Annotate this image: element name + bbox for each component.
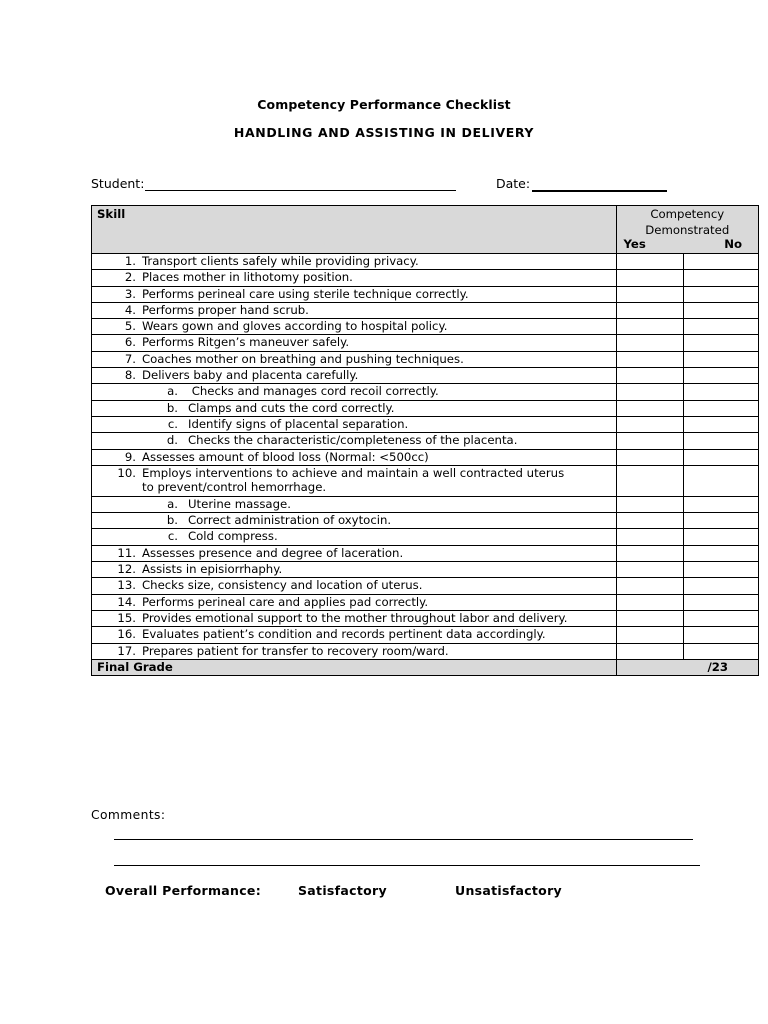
checklist-subitem-row: [92, 416, 759, 432]
no-checkbox-cell[interactable]: [684, 270, 759, 286]
yes-checkbox-cell[interactable]: [616, 351, 684, 367]
item-text: Places mother in lithotomy position.: [142, 270, 353, 285]
date-label: Date:: [496, 176, 531, 191]
checklist-item-row: [92, 286, 759, 302]
yes-checkbox-cell[interactable]: [616, 270, 684, 286]
no-checkbox-cell[interactable]: [684, 319, 759, 335]
item-number: 6.: [124, 335, 136, 350]
no-checkbox-cell[interactable]: [684, 400, 759, 416]
yes-checkbox-cell[interactable]: [616, 513, 684, 529]
skill-cell: [92, 465, 617, 496]
no-checkbox-cell[interactable]: [684, 545, 759, 561]
yes-checkbox-cell[interactable]: [616, 449, 684, 465]
item-number: c.: [167, 416, 178, 431]
yes-column-label: Yes: [623, 237, 646, 251]
skill-cell: [92, 286, 617, 302]
item-number: a.: [167, 384, 178, 399]
item-text: Performs Ritgen’s maneuver safely.: [142, 335, 350, 350]
item-text: Cold compress.: [188, 529, 278, 544]
yes-checkbox-cell[interactable]: [616, 578, 684, 594]
final-grade-label: Final Grade: [92, 659, 617, 675]
checklist-item-row: [92, 610, 759, 626]
skill-cell: [92, 384, 617, 400]
skill-cell: [92, 513, 617, 529]
checklist-item-row: [92, 545, 759, 561]
skill-cell: [92, 302, 617, 318]
item-text: Evaluates patient’s condition and records pertinent data accordingly.: [142, 627, 546, 642]
comment-line-1[interactable]: [114, 839, 693, 840]
skill-cell: [92, 335, 617, 351]
item-text: Transport clients safely while providing privacy.: [142, 254, 419, 268]
item-text-continued: to prevent/control hemorrhage.: [142, 479, 327, 494]
item-number: d.: [166, 433, 178, 448]
item-number: a.: [167, 496, 178, 511]
checklist-subitem-row: [92, 529, 759, 545]
yes-checkbox-cell[interactable]: [616, 368, 684, 384]
item-text: Assists in episiorrhaphy.: [142, 562, 283, 577]
no-checkbox-cell[interactable]: [684, 384, 759, 400]
item-text: Correct administration of oxytocin.: [188, 513, 392, 528]
item-text: Delivers baby and placenta carefully.: [142, 368, 359, 383]
item-text: Employs interventions to achieve and maintain a well contracted uterus: [142, 465, 565, 480]
yes-checkbox-cell[interactable]: [616, 529, 684, 545]
checklist-item-row: [92, 627, 759, 643]
item-number: 2.: [124, 270, 136, 285]
comments-label: Comments:: [91, 808, 166, 822]
yes-checkbox-cell[interactable]: [616, 643, 684, 659]
skill-cell: [92, 627, 617, 643]
item-number: b.: [166, 400, 178, 415]
item-text: Performs perineal care using sterile technique correctly.: [142, 286, 469, 301]
no-checkbox-cell[interactable]: [684, 513, 759, 529]
checklist-table: [91, 205, 759, 676]
yes-checkbox-cell[interactable]: [616, 545, 684, 561]
yes-checkbox-cell[interactable]: [616, 562, 684, 578]
item-text: Checks size, consistency and location of uterus.: [142, 578, 423, 593]
item-text: Coaches mother on breathing and pushing techniques.: [142, 351, 464, 366]
checklist-subitem-row: [92, 384, 759, 400]
skill-cell: [92, 400, 617, 416]
no-checkbox-cell[interactable]: [684, 627, 759, 643]
no-checkbox-cell[interactable]: [684, 465, 759, 496]
no-checkbox-cell[interactable]: [684, 254, 759, 270]
yes-checkbox-cell[interactable]: [616, 496, 684, 512]
no-column-label: No: [724, 237, 742, 251]
no-checkbox-cell[interactable]: [684, 351, 759, 367]
no-checkbox-cell[interactable]: [684, 302, 759, 318]
no-checkbox-cell[interactable]: [684, 594, 759, 610]
checklist-subitem-row: [92, 496, 759, 512]
skill-cell: [92, 319, 617, 335]
student-field-line[interactable]: [145, 190, 456, 191]
competency-header-line2: Demonstrated: [645, 222, 730, 237]
item-number: 13.: [117, 578, 136, 593]
item-text: Wears gown and gloves according to hospital policy.: [142, 319, 448, 334]
checklist-item-row: [92, 368, 759, 384]
item-number: 9.: [124, 449, 136, 464]
final-grade-row: [92, 659, 759, 675]
checklist-item-row: [92, 594, 759, 610]
checklist-item-row: [92, 643, 759, 659]
item-text: Checks and manages cord recoil correctly.: [188, 384, 439, 399]
comment-line-2[interactable]: [114, 865, 700, 866]
no-checkbox-cell[interactable]: [684, 610, 759, 626]
no-checkbox-cell[interactable]: [684, 449, 759, 465]
skill-cell: [92, 368, 617, 384]
checklist-item-row: [92, 449, 759, 465]
item-text: Clamps and cuts the cord correctly.: [188, 400, 395, 415]
no-checkbox-cell[interactable]: [684, 335, 759, 351]
skill-cell: [92, 610, 617, 626]
checklist-item-row: [92, 335, 759, 351]
yes-checkbox-cell[interactable]: [616, 465, 684, 496]
student-label: Student:: [91, 176, 145, 191]
competency-header: [616, 206, 758, 254]
item-text: Prepares patient for transfer to recovery room/ward.: [142, 643, 449, 658]
item-number: 17.: [117, 643, 136, 658]
no-checkbox-cell[interactable]: [684, 529, 759, 545]
item-text: Performs proper hand scrub.: [142, 302, 309, 317]
skill-cell: [92, 562, 617, 578]
skill-cell: [92, 254, 617, 270]
item-number: c.: [167, 529, 178, 544]
checklist-subitem-row: [92, 513, 759, 529]
skill-cell: [92, 529, 617, 545]
item-number: 10.: [117, 465, 136, 480]
item-number: 8.: [124, 368, 136, 383]
document-subtitle: HANDLING AND ASSISTING IN DELIVERY: [233, 125, 535, 140]
checklist-item-row: [92, 578, 759, 594]
checklist-item-row: [92, 270, 759, 286]
checklist-item-row: [92, 351, 759, 367]
item-number: 5.: [124, 319, 136, 334]
item-text: Uterine massage.: [188, 496, 291, 511]
unsatisfactory-option[interactable]: Unsatisfactory: [455, 883, 562, 898]
yes-checkbox-cell[interactable]: [616, 433, 684, 449]
no-checkbox-cell[interactable]: [684, 578, 759, 594]
item-number: 4.: [124, 302, 136, 317]
table-header-row: [92, 206, 759, 254]
checklist-item-row: [92, 254, 759, 270]
item-text: Provides emotional support to the mother throughout labor and delivery.: [142, 610, 568, 625]
checklist-item-row: [92, 302, 759, 318]
checklist-subitem-row: [92, 433, 759, 449]
yes-checkbox-cell[interactable]: [616, 286, 684, 302]
skill-header: Skill: [92, 206, 617, 254]
skill-cell: [92, 433, 617, 449]
yes-checkbox-cell[interactable]: [616, 594, 684, 610]
date-field-line[interactable]: [532, 190, 667, 192]
item-number: 15.: [117, 610, 136, 625]
skill-cell: [92, 594, 617, 610]
item-number: 3.: [124, 286, 136, 301]
document-title: Competency Performance Checklist: [257, 97, 511, 112]
yes-checkbox-cell[interactable]: [616, 384, 684, 400]
satisfactory-option[interactable]: Satisfactory: [298, 883, 387, 898]
skill-cell: [92, 578, 617, 594]
no-checkbox-cell[interactable]: [684, 286, 759, 302]
skill-cell: [92, 496, 617, 512]
item-number: 1.: [124, 254, 136, 268]
skill-cell: [92, 416, 617, 432]
yes-checkbox-cell[interactable]: [616, 416, 684, 432]
no-checkbox-cell[interactable]: [684, 433, 759, 449]
yes-checkbox-cell[interactable]: [616, 319, 684, 335]
item-number: 16.: [117, 627, 136, 642]
no-checkbox-cell[interactable]: [684, 416, 759, 432]
yes-checkbox-cell[interactable]: [616, 610, 684, 626]
yes-checkbox-cell[interactable]: [616, 254, 684, 270]
skill-cell: [92, 643, 617, 659]
yes-checkbox-cell[interactable]: [616, 302, 684, 318]
no-checkbox-cell[interactable]: [684, 496, 759, 512]
item-text: Checks the characteristic/completeness of the placenta.: [188, 433, 518, 448]
skill-cell: [92, 449, 617, 465]
item-text: Identify signs of placental separation.: [188, 416, 409, 431]
competency-header-line1: Competency: [650, 207, 725, 221]
checklist-item-row: [92, 319, 759, 335]
skill-cell: [92, 545, 617, 561]
checklist-subitem-row: [92, 400, 759, 416]
skill-cell: [92, 270, 617, 286]
item-text: Performs perineal care and applies pad correctly.: [142, 594, 429, 609]
final-grade-score: /23: [616, 659, 758, 675]
item-number: 12.: [117, 562, 136, 577]
skill-cell: [92, 351, 617, 367]
item-number: b.: [166, 513, 178, 528]
checklist-item-row: [92, 562, 759, 578]
yes-checkbox-cell[interactable]: [616, 335, 684, 351]
item-text: Assesses amount of blood loss (Normal: <500cc): [142, 449, 429, 464]
no-checkbox-cell[interactable]: [684, 643, 759, 659]
item-text: Assesses presence and degree of laceration.: [142, 545, 404, 560]
overall-performance-label: Overall Performance:: [105, 883, 262, 898]
no-checkbox-cell[interactable]: [684, 562, 759, 578]
yes-checkbox-cell[interactable]: [616, 627, 684, 643]
checklist-item-row: [92, 465, 759, 496]
item-number: 7.: [124, 351, 136, 366]
item-number: 14.: [117, 594, 136, 609]
item-number: 11.: [117, 545, 136, 560]
yes-checkbox-cell[interactable]: [616, 400, 684, 416]
no-checkbox-cell[interactable]: [684, 368, 759, 384]
